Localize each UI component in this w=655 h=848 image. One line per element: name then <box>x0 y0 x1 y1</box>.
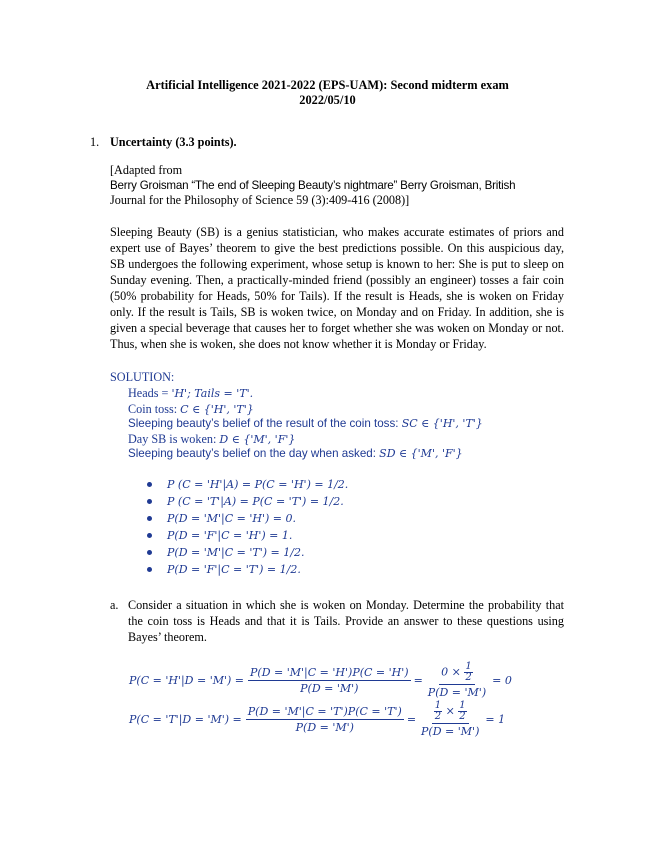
source-line-1: [Adapted from <box>110 163 183 177</box>
bullet-text: P(D = 'M'|C = 'T') = 1/2. <box>167 546 305 559</box>
list-item <box>147 544 348 561</box>
list-item <box>147 510 348 527</box>
def-text: Day SB is woken: <box>128 432 220 446</box>
fraction-denominator: P(D = 'M') <box>295 721 354 734</box>
bullet-text: P (C = 'H'|A) = P(C = 'H') = 1/2. <box>167 478 349 491</box>
fraction <box>246 705 404 734</box>
equation-tails <box>129 701 505 738</box>
def-text: Sleeping beauty’s belief of the result of the coin toss: <box>128 417 402 430</box>
bullet-icon <box>147 482 152 487</box>
question-a-label: a. <box>110 598 119 612</box>
def-text: Sleeping beauty’s belief on the day when asked: <box>128 447 380 460</box>
bullet-text: P(D = 'F'|C = 'H') = 1. <box>167 529 293 542</box>
def-belief-coin <box>128 416 483 432</box>
source-line-2: Berry Groisman “The end of Sleeping Beauty’s nightmare” Berry Groisman, British <box>110 179 516 192</box>
list-item <box>147 493 348 510</box>
def-belief-day <box>128 446 463 462</box>
fraction <box>426 662 488 699</box>
equation-lhs: P(C = 'H'|D = 'M') = <box>129 674 245 687</box>
equation-lhs: P(C = 'T'|D = 'M') = <box>129 713 242 726</box>
half-den: 2 <box>434 711 442 722</box>
def-math: C ∈ {'H', 'T'} <box>180 403 254 416</box>
fraction-numerator: P(D = 'M'|C = 'T')P(C = 'T') <box>247 705 402 718</box>
def-text: Coin toss: <box>128 402 181 416</box>
list-item <box>147 476 348 493</box>
bullet-icon <box>147 533 152 538</box>
numerator-term: 0 × <box>441 665 461 679</box>
fraction-denominator: P(D = 'M') <box>421 725 480 738</box>
half-num: 1 <box>459 700 466 711</box>
exam-title: Artificial Intelligence 2021-2022 (EPS-UAM): Second midterm exam <box>146 78 509 92</box>
half-num: 1 <box>465 661 472 672</box>
half-fraction <box>458 701 466 722</box>
def-text: Heads = <box>128 386 172 400</box>
bullet-text: P (C = 'T'|A) = P(C = 'T') = 1/2. <box>167 495 344 508</box>
exam-date: 2022/05/10 <box>299 93 356 107</box>
def-math: 'H'; Tails = 'T'. <box>171 387 254 400</box>
section-number: 1. <box>90 135 100 149</box>
section-heading: Uncertainty (3.3 points). <box>110 135 237 149</box>
bullet-icon <box>147 567 152 572</box>
problem-statement: Sleeping Beauty (SB) is a genius statistician, who makes accurate estimates of priors and expert use of Bayes’ theorem to give the best predictions possible. On this auspicious day, SB undergoes the following experiment, whose setup is known to her: She is put to sleep on Sunday evening. Then, a practically-minded friend (possibly an engineer) tosses a fair coin (50% probability for Heads, 50% for Tails). If the result is Heads, she is woken on Friday only. If the result is Tails, SB is woken twice, on Monday and on Friday. In addition, she is given a special beverage that causes her to forget whether she was woken on Monday or not. Thus, when she is woken, she does not know whether it is Monday or Friday. <box>110 225 564 351</box>
probability-list <box>147 476 348 578</box>
source-line-3: Journal for the Philosophy of Science 59 (3):409-416 (2008)] <box>110 193 410 207</box>
list-item <box>147 527 348 544</box>
question-a-text: Consider a situation in which she is woken on Monday. Determine the probability that the coin toss is Heads and that it is Tails. Provide an answer to these questions using Bayes’ theorem. <box>128 598 564 644</box>
half-fraction <box>464 662 472 683</box>
def-math: SD ∈ {'M', 'F'} <box>379 447 463 460</box>
bullet-icon <box>147 516 152 521</box>
equation-heads <box>129 662 512 699</box>
bullet-icon <box>147 550 152 555</box>
bullet-text: P(D = 'F'|C = 'T') = 1/2. <box>167 563 301 576</box>
fraction <box>419 701 481 738</box>
equation-result: = 0 <box>492 674 512 687</box>
equals-sign: = <box>413 674 423 687</box>
fraction-denominator: P(D = 'M') <box>427 686 487 699</box>
bullet-icon <box>147 499 152 504</box>
fraction-numerator: P(D = 'M'|C = 'H')P(C = 'H') <box>250 666 409 679</box>
half-den: 2 <box>459 711 466 722</box>
bullet-text: P(D = 'M'|C = 'H') = 0. <box>167 512 297 525</box>
def-math: SC ∈ {'H', 'T'} <box>401 417 483 430</box>
def-heads-tails <box>128 385 253 402</box>
half-den: 2 <box>465 672 472 683</box>
equation-result: = 1 <box>485 713 506 726</box>
fraction-numerator <box>439 662 475 685</box>
def-math: D ∈ {'M', 'F'} <box>219 433 296 446</box>
fraction-numerator <box>432 701 469 724</box>
half-num: 1 <box>434 700 442 711</box>
half-fraction <box>434 701 442 722</box>
solution-label: SOLUTION: <box>110 370 175 384</box>
fraction-denominator: P(D = 'M') <box>300 682 359 695</box>
fraction <box>248 666 411 695</box>
times-sign: × <box>445 704 455 718</box>
list-item <box>147 561 348 578</box>
equals-sign: = <box>406 713 417 726</box>
